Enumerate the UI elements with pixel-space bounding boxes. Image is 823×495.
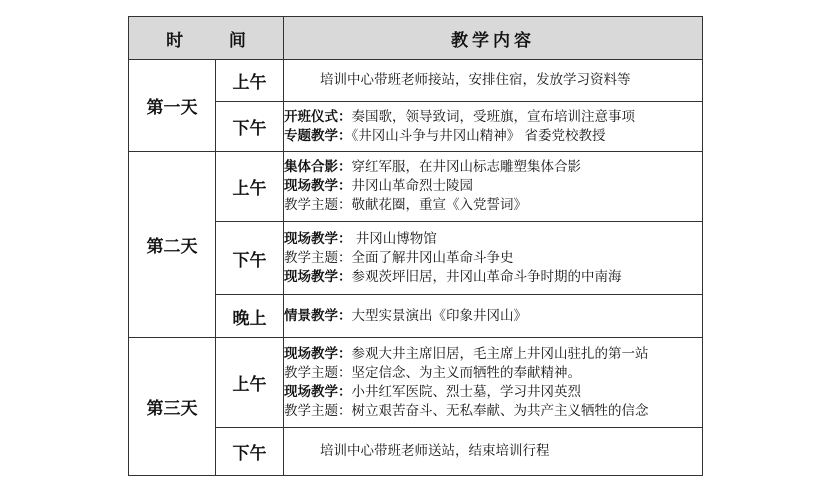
schedule-row (129, 102, 703, 152)
content-line-text: 穿红军服，在井冈山标志雕塑集体合影 (351, 159, 581, 175)
session-content (284, 102, 703, 152)
content-line-text: 井冈山革命烈士陵园 (351, 178, 473, 194)
content-line-text: 小井红军医院、烈士墓，学习井冈英烈 (351, 383, 581, 400)
content-line (284, 383, 702, 402)
content-line: 教学主题：树立艰苦奋斗、无私奉献、为共产主义牺牲的信念 (284, 402, 649, 419)
schedule-row (129, 295, 703, 338)
period-label: 下午 (216, 222, 284, 295)
content-line-text: 井冈山博物馆 (351, 230, 437, 247)
header-row (129, 17, 703, 60)
session-content (284, 222, 703, 295)
content-line: 培训中心带班老师接站，安排住宿，发放学习资料等 (320, 72, 631, 88)
content-line: 教学主题：敬献花圈，重宣《入党誓词》 (284, 197, 527, 213)
session-content (284, 295, 703, 338)
content-line (284, 158, 702, 177)
content-line: 培训中心带班老师送站，结束培训行程 (320, 443, 550, 459)
day-label: 第三天 (129, 338, 216, 476)
content-line (284, 307, 702, 326)
header-content: 教学内容 (284, 17, 703, 60)
content-line-text: 参观茨坪旧居，井冈山革命斗争时期的中南海 (351, 268, 622, 285)
content-line-text: 奏国歌，领导致词，受班旗，宣布培训注意事项 (351, 108, 635, 125)
content-line-text: 参观大井主席旧居，毛主席上井冈山驻扎的第一站 (351, 345, 649, 362)
content-line-label: 集体合影： (284, 159, 352, 175)
schedule-row (129, 222, 703, 295)
content-line-text: 《井冈山斗争与井冈山精神》 省委党校教授 (351, 127, 606, 144)
content-line-label: 现场教学： (284, 383, 352, 400)
content-line-label: 现场教学： (284, 268, 352, 285)
content-line-label: 开班仪式： (284, 108, 352, 125)
content-line-label: 现场教学： (284, 178, 352, 194)
training-schedule-table (128, 16, 703, 476)
content-line (284, 230, 702, 249)
content-line (284, 268, 702, 287)
schedule-row (129, 338, 703, 428)
content-line-label: 现场教学： (284, 345, 352, 362)
period-label: 下午 (216, 428, 284, 476)
content-line: 教学主题：坚定信念、为主义而牺牲的奉献精神。 (284, 364, 581, 381)
header-time-char-1: 时 (166, 30, 184, 51)
session-content (284, 152, 703, 222)
schedule-row (129, 60, 703, 102)
content-line-label: 情景教学： (284, 307, 352, 324)
period-label: 上午 (216, 152, 284, 222)
period-label: 晚上 (216, 295, 284, 338)
header-time-char-2: 间 (228, 30, 246, 51)
schedule-row (129, 428, 703, 476)
content-line (284, 127, 702, 146)
session-content (284, 338, 703, 428)
content-line (284, 108, 702, 127)
period-label: 上午 (216, 60, 284, 102)
content-line-label: 专题教学： (284, 127, 352, 144)
schedule-row (129, 152, 703, 222)
content-line-label: 现场教学： (284, 230, 352, 247)
period-label: 下午 (216, 102, 284, 152)
day-label: 第一天 (129, 60, 216, 152)
content-line (284, 345, 702, 364)
period-label: 上午 (216, 338, 284, 428)
session-content (284, 60, 703, 102)
header-time (129, 17, 284, 60)
content-line: 教学主题：全面了解井冈山革命斗争史 (284, 249, 514, 266)
content-line-text: 大型实景演出《印象井冈山》 (351, 307, 527, 324)
content-line (284, 177, 702, 196)
session-content (284, 428, 703, 476)
day-label: 第二天 (129, 152, 216, 338)
